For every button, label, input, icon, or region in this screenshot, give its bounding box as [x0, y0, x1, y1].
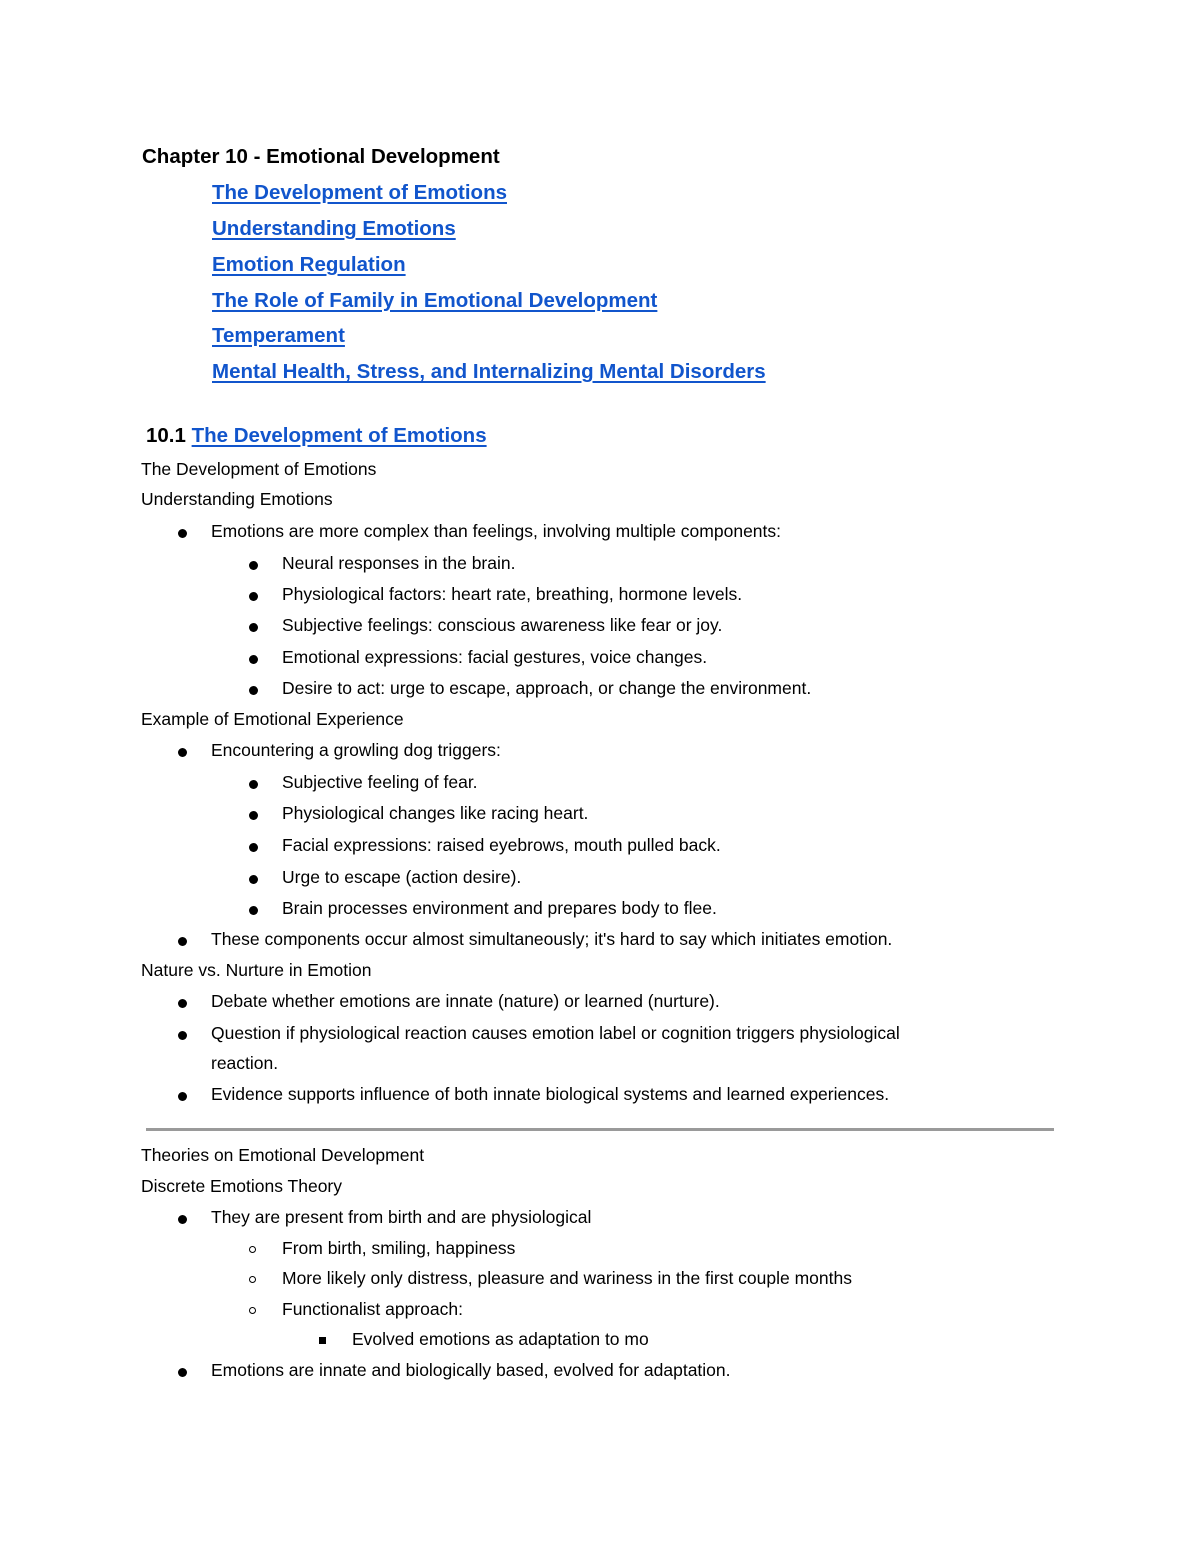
list-item: Desire to act: urge to escape, approach, or change the environment. [282, 678, 812, 698]
square-bullet-icon [319, 1337, 326, 1344]
section-heading [146, 426, 487, 447]
bullet-icon [249, 780, 258, 789]
list-item: Functionalist approach: [282, 1299, 463, 1319]
list-item: Urge to escape (action desire). [282, 867, 522, 887]
bullet-icon [178, 937, 187, 946]
bullet-icon [249, 561, 258, 570]
toc-link-temperament[interactable]: Temperament [212, 324, 345, 347]
list-item: Brain processes environment and prepares body to flee. [282, 898, 717, 918]
bullet-icon [249, 811, 258, 820]
toc-link-emotion-regulation[interactable]: Emotion Regulation [212, 253, 406, 276]
nature-nurture-heading: Nature vs. Nurture in Emotion [141, 960, 372, 980]
bullet-icon [178, 748, 187, 757]
list-item: Facial expressions: raised eyebrows, mouth pulled back. [282, 835, 721, 855]
list-item: From birth, smiling, happiness [282, 1238, 516, 1258]
hollow-bullet-icon [249, 1307, 256, 1314]
bullet-icon [249, 843, 258, 852]
bullet-icon [178, 1368, 187, 1377]
list-item-continuation: reaction. [211, 1053, 279, 1073]
bullet-icon [178, 1092, 187, 1101]
section-heading-link[interactable]: The Development of Emotions [191, 424, 487, 447]
hollow-bullet-icon [249, 1276, 256, 1283]
bullet-icon [178, 1031, 187, 1040]
toc-link-mental-health[interactable]: Mental Health, Stress, and Internalizing Mental Disorders [212, 360, 766, 383]
list-item: They are present from birth and are physiological [211, 1207, 592, 1227]
list-item: Encountering a growling dog triggers: [211, 740, 501, 760]
list-item: Neural responses in the brain. [282, 553, 516, 573]
list-item: Emotions are more complex than feelings, involving multiple components: [211, 521, 782, 541]
list-item: Emotions are innate and biologically based, evolved for adaptation. [211, 1360, 731, 1380]
list-item: Debate whether emotions are innate (nature) or learned (nurture). [211, 991, 720, 1011]
list-item: Physiological factors: heart rate, breathing, hormone levels. [282, 584, 743, 604]
list-item: Subjective feeling of fear. [282, 772, 478, 792]
horizontal-divider [146, 1128, 1054, 1131]
theories-heading: Theories on Emotional Development [141, 1145, 425, 1165]
list-item: Emotional expressions: facial gestures, voice changes. [282, 647, 708, 667]
list-item: Evidence supports influence of both innate biological systems and learned experiences. [211, 1084, 890, 1104]
list-item: Physiological changes like racing heart. [282, 803, 589, 823]
understanding-emotions-heading: Understanding Emotions [141, 489, 333, 509]
bullet-icon [249, 875, 258, 884]
bullet-icon [249, 906, 258, 915]
toc-link-understanding-emotions[interactable]: Understanding Emotions [212, 217, 456, 240]
list-item: Question if physiological reaction causes emotion label or cognition triggers physiological [211, 1023, 900, 1043]
bullet-icon [178, 529, 187, 538]
bullet-icon [249, 686, 258, 695]
list-item: These components occur almost simultaneously; it's hard to say which initiates emotion. [211, 929, 893, 949]
hollow-bullet-icon [249, 1246, 256, 1253]
subtitle-line: The Development of Emotions [141, 459, 377, 479]
bullet-icon [178, 999, 187, 1008]
section-number: 10.1 [146, 424, 186, 447]
discrete-emotions-heading: Discrete Emotions Theory [141, 1176, 343, 1196]
list-item: More likely only distress, pleasure and wariness in the first couple months [282, 1268, 852, 1288]
bullet-icon [249, 655, 258, 664]
chapter-title: Chapter 10 - Emotional Development [142, 145, 500, 168]
list-item: Subjective feelings: conscious awareness like fear or joy. [282, 615, 723, 635]
bullet-icon [249, 592, 258, 601]
list-item: Evolved emotions as adaptation to mo [352, 1329, 649, 1349]
bullet-icon [178, 1215, 187, 1224]
bullet-icon [249, 623, 258, 632]
example-heading: Example of Emotional Experience [141, 709, 404, 729]
toc-link-development-of-emotions[interactable]: The Development of Emotions [212, 181, 507, 204]
toc-link-role-of-family[interactable]: The Role of Family in Emotional Development [212, 289, 658, 312]
